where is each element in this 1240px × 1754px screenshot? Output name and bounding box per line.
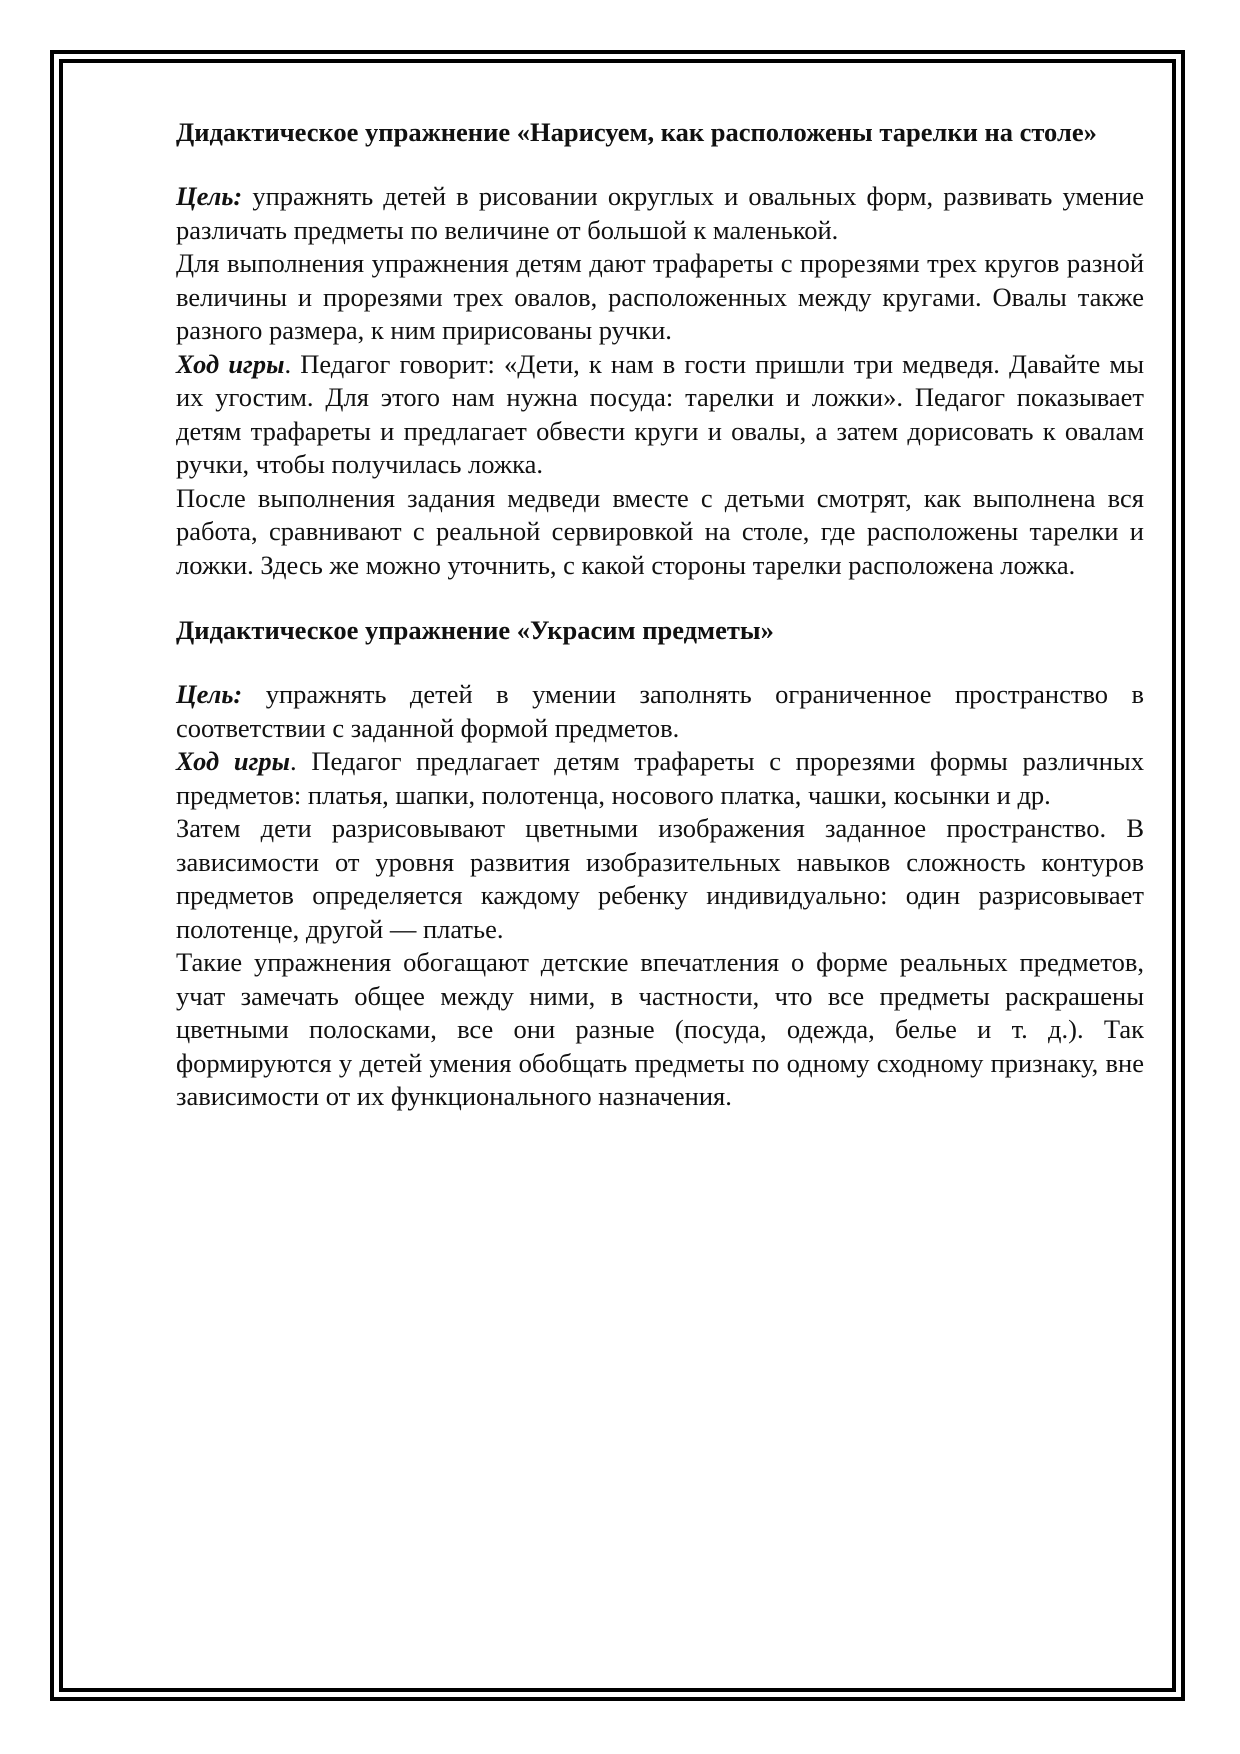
section2-paragraph-4: Такие упражнения обогащают детские впечатления о форме реальных предметов, учат замечать общее между ними, в частности, что все предметы раскрашены цветными полосками, все они разные (посуда, одежда, белье и т. д.). Так формируются у детей умения обобщать предметы по одному сходному признаку, вне зависимости от их функционального назначения. (176, 947, 1144, 1111)
section1-paragraph-4: После выполнения задания медведи вместе с детьми смотрят, как выполнена вся работа, сравнивают с реальной сервировкой на столе, где расположены тарелки и ложки. Здесь же можно уточнить, с какой стороны тарелки расположена ложка. (176, 482, 1144, 580)
section1-goal-text: упражнять детей в рисовании округлых и овальных форм, развивать умение различать предметы по величине от большой к маленькой. (176, 181, 1144, 245)
spacer (176, 646, 1144, 678)
spacer (176, 582, 1144, 614)
section2-goal-text: упражнять детей в умении заполнять ограниченное пространство в соответствии с заданной формой предметов. (176, 679, 1144, 743)
section1-game-text: . Педагог говорит: «Дети, к нам в гости пришли три медведя. Давайте мы их угостим. Для этого нам нужна посуда: тарелки и ложки». Педагог показывает детям трафареты и предлагает обвести круги и овалы, а затем дорисовать к овалам ручки, чтобы получилась ложка. (176, 348, 1145, 479)
section1-heading: Дидактическое упражнение «Нарисуем, как расположены тарелки на столе» (176, 117, 1097, 147)
section2-paragraph-3: Затем дети разрисовывают цветными изображения заданное пространство. В зависимости от уровня развития изобразительных навыков сложность контуров предметов определяется каждому ребенку индивидуально: один разрисовывает полотенце, другой — платье. (176, 813, 1144, 944)
section2-game-label: Ход игры (176, 746, 291, 776)
section1-goal (176, 180, 1144, 247)
section1-game-label: Ход игры (176, 348, 285, 379)
spacer (176, 148, 1144, 180)
section2-heading: Дидактическое упражнение «Украсим предметы» (176, 615, 774, 645)
section1-game (176, 348, 1144, 482)
section1-goal-label: Цель: (176, 181, 243, 211)
document-body (176, 116, 1144, 1114)
section1-paragraph-2: Для выполнения упражнения детям дают трафареты с прорезями трех кругов разной величины и прорезями трех овалов, расположенных между кругами. Овалы также разного размера, к ним пририсованы ручки. (176, 248, 1144, 345)
section2-goal-label: Цель: (176, 679, 243, 709)
section2-goal (176, 678, 1144, 745)
section2-game (176, 745, 1144, 812)
section2-game-text: . Педагог предлагает детям трафареты с прорезями формы различных предметов: платья, шапки, полотенца, носового платка, чашки, косынки и др. (176, 746, 1144, 810)
